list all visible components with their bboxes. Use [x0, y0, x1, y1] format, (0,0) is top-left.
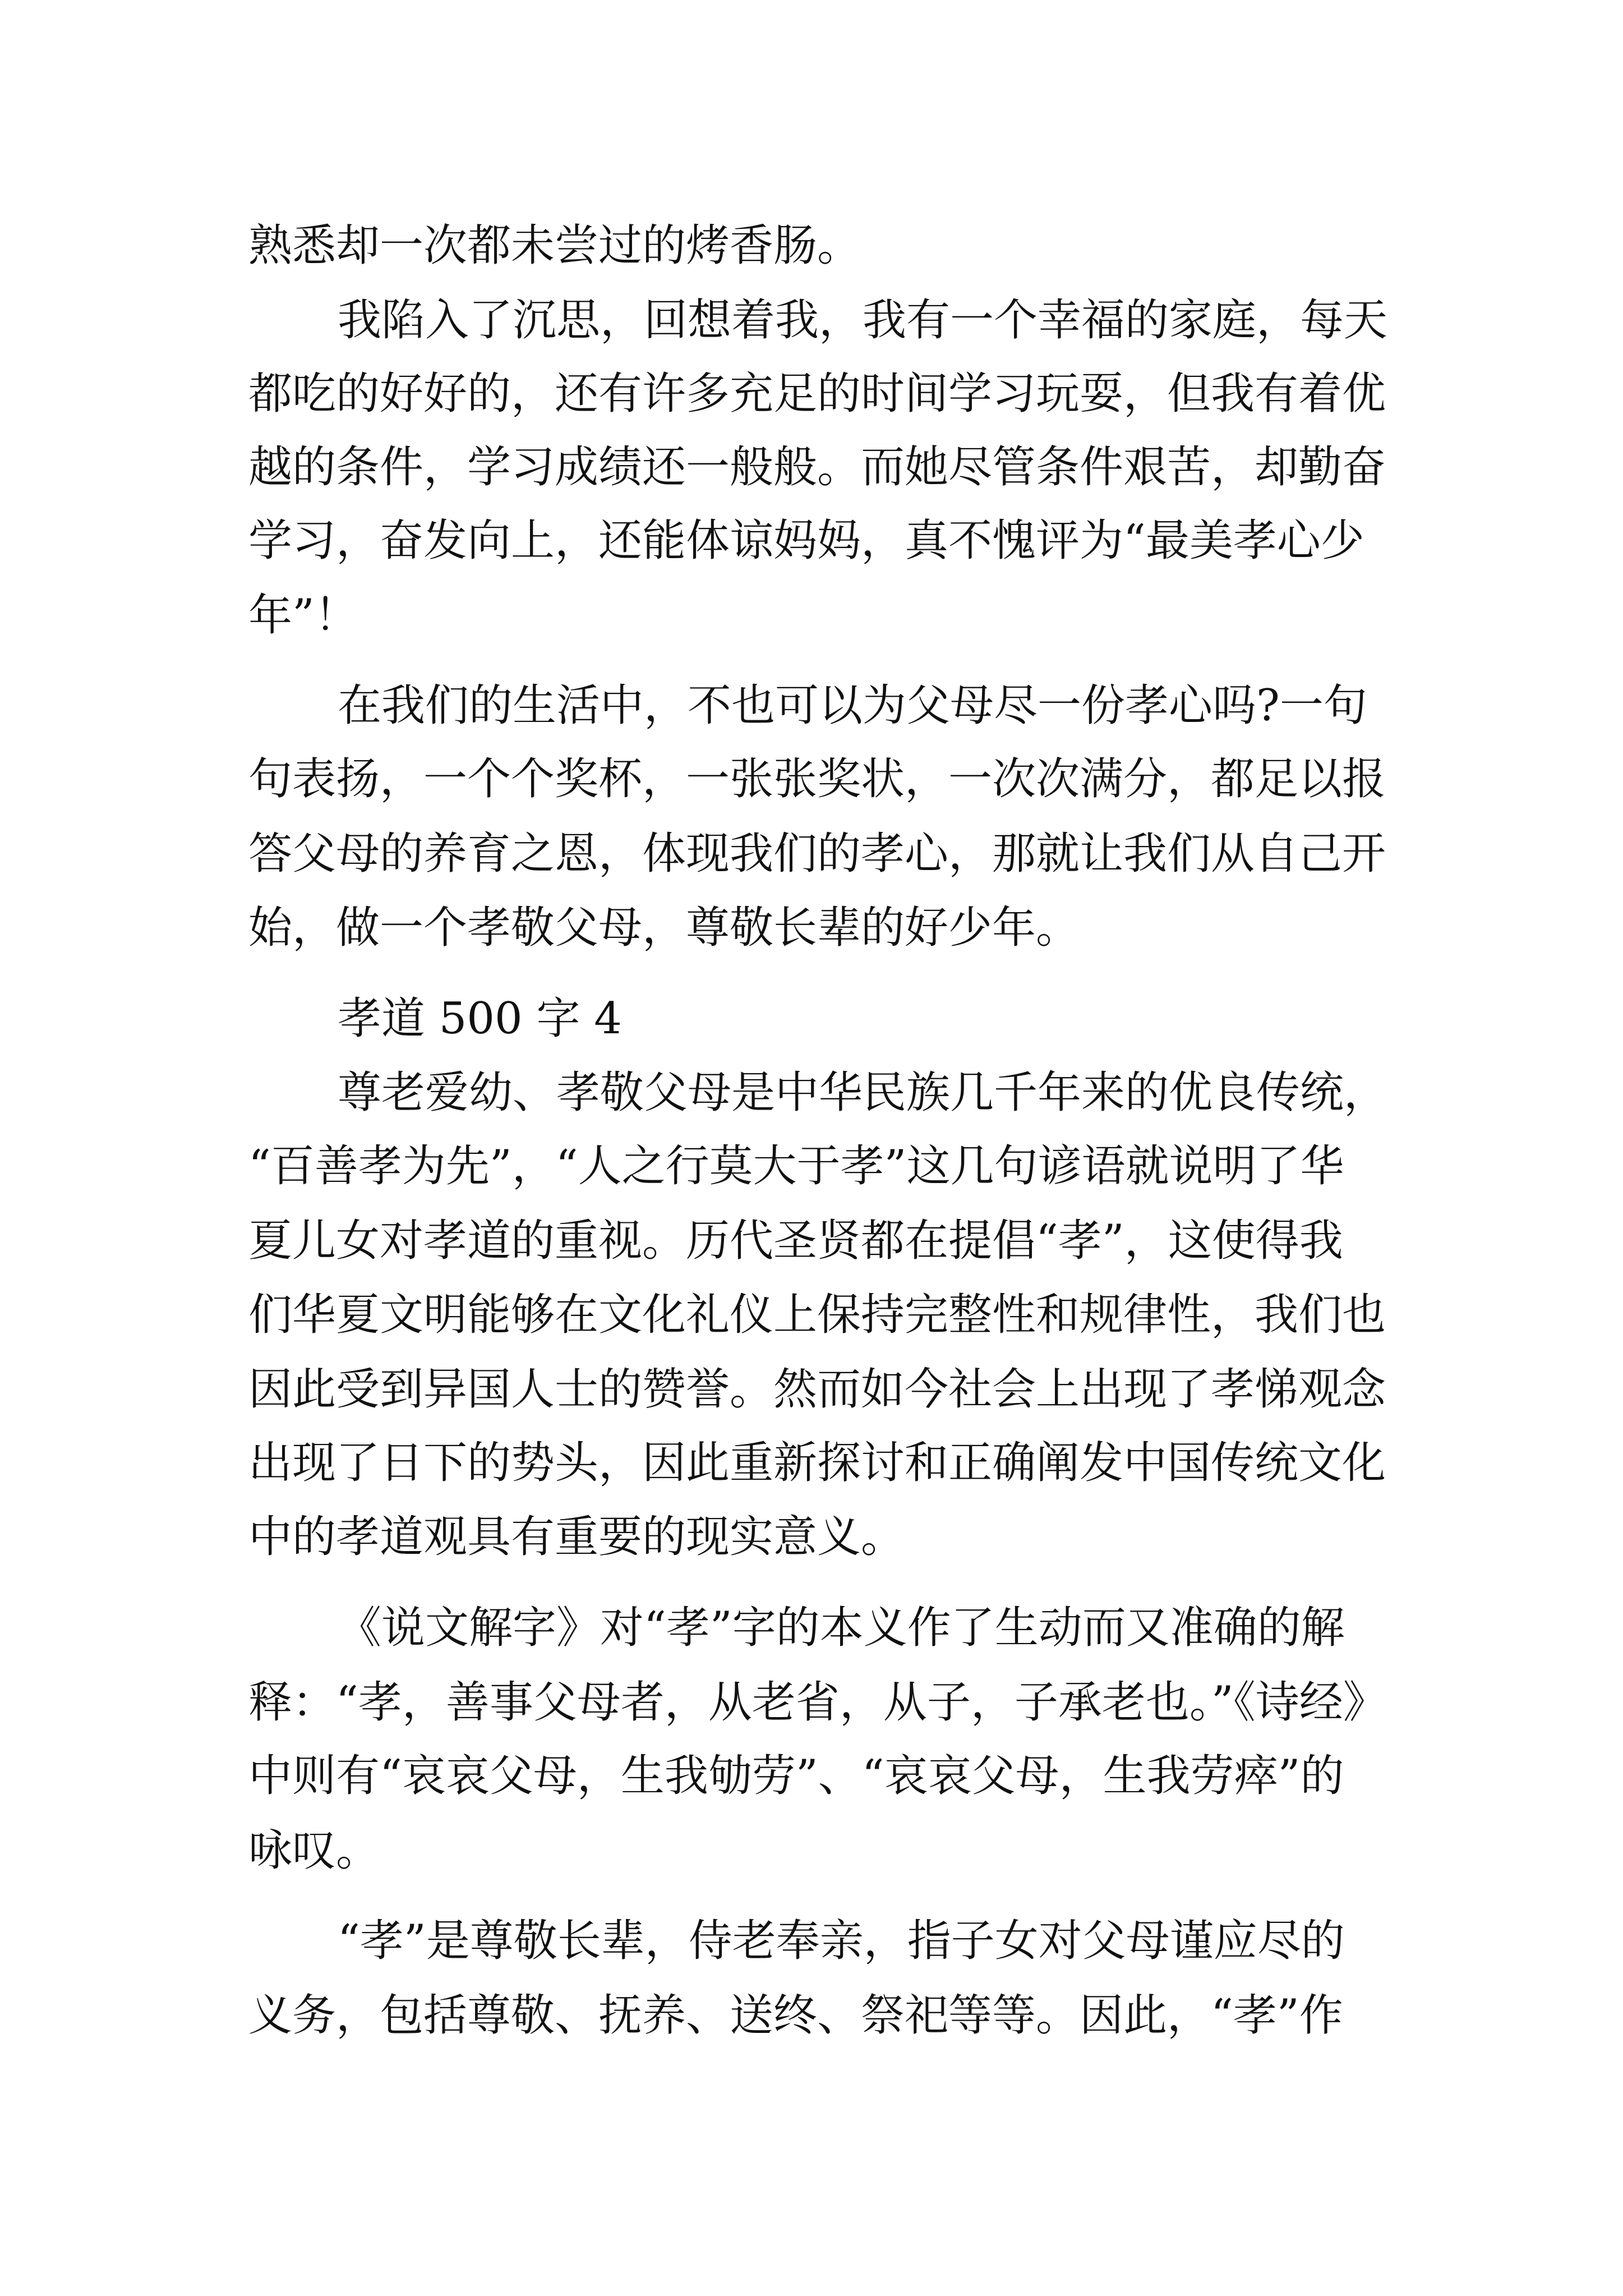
text-line: 咏叹。 — [248, 1825, 380, 1876]
text-line: 都吃的好好的，还有许多充足的时间学习玩耍，但我有着优 — [248, 369, 1386, 419]
text-line: 答父母的养育之恩，体现我们的孝心，那就让我们从自己开 — [248, 829, 1386, 879]
text-line: 中则有“哀哀父母，生我劬劳”、“哀哀父母，生我劳瘁”的 — [248, 1751, 1344, 1801]
text-line: 释：“孝，善事父母者，从老省，从子，子承老也。”《诗经》 — [248, 1677, 1387, 1728]
text-line: 出现了日下的势头，因此重新探讨和正确阐发中国传统文化 — [248, 1438, 1386, 1488]
text-line: 我陷入了沉思，回想着我，我有一个幸福的家庭，每天 — [338, 295, 1388, 346]
text-line: 熟悉却一次都未尝过的烤香肠。 — [248, 220, 861, 271]
text-line: 尊老爱幼、孝敬父母是中华民族几千年来的优良传统， — [338, 1068, 1388, 1118]
text-line: “孝”是尊敬长辈，侍老奉亲，指子女对父母谨应尽的 — [338, 1916, 1345, 1966]
text-line: 义务，包括尊敬、抚养、送终、祭祀等等。因此，“孝”作 — [248, 1990, 1343, 2041]
text-line: 夏儿女对孝道的重视。历代圣贤都在提倡“孝”，这使得我 — [248, 1216, 1343, 1266]
text-line: 越的条件，学习成绩还一般般。而她尽管条件艰苦，却勤奋 — [248, 442, 1386, 493]
text-line: 在我们的生活中，不也可以为父母尽一份孝心吗?一句 — [338, 680, 1367, 731]
text-line: 们华夏文明能够在文化礼仪上保持完整性和规律性，我们也 — [248, 1290, 1386, 1340]
section-heading: 孝道 500 字 4 — [338, 993, 622, 1044]
text-line: 年”！ — [248, 590, 358, 641]
text-line: “百善孝为先”，“人之行莫大于孝”这几句谚语就说明了华 — [248, 1141, 1344, 1191]
text-line: 学习，奋发向上，还能体谅妈妈，真不愧评为“最美孝心少 — [248, 516, 1364, 566]
text-line: 因此受到异国人士的赞誉。然而如今社会上出现了孝悌观念 — [248, 1364, 1386, 1415]
text-line: 始，做一个孝敬父母，尊敬长辈的好少年。 — [248, 903, 1080, 953]
text-line: 句表扬，一个个奖杯，一张张奖状，一次次满分，都足以报 — [248, 754, 1386, 804]
text-line: 《说文解字》对“孝”字的本义作了生动而又准确的解 — [338, 1603, 1345, 1653]
text-line: 中的孝道观具有重要的现实意义。 — [248, 1512, 905, 1562]
